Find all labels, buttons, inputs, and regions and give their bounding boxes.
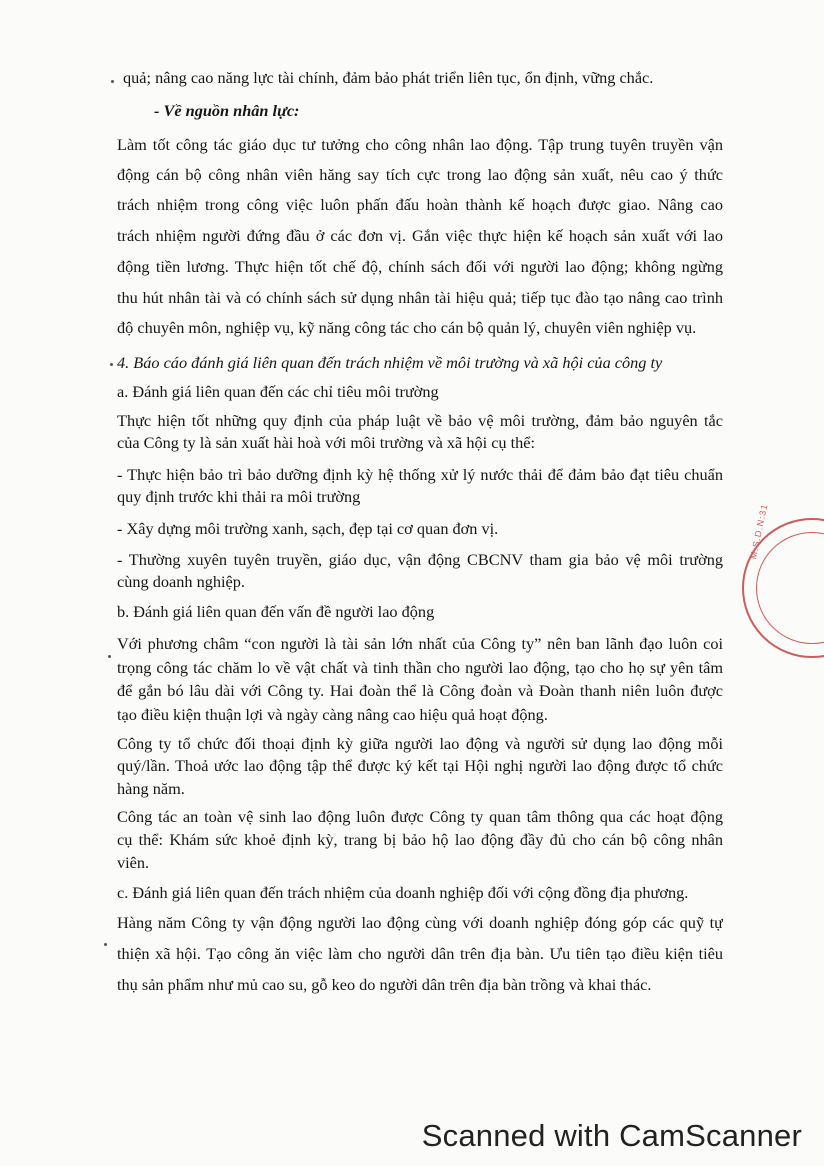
text-line: thu hút nhân tài và có chính sách sử dụng nhân tài hiệu quả; tiếp tục đào tạo nâng cao trình [117, 288, 723, 307]
text-line: động tiền lương. Thực hiện tốt chế độ, chính sách đối với người lao động; không ngừng [117, 257, 723, 276]
camscanner-watermark: Scanned with CamScanner [421, 1118, 802, 1153]
text-line: viên. [117, 853, 150, 872]
stamp-inner-ring [756, 532, 824, 644]
scan-speck [110, 363, 113, 366]
text-line: độ chuyên môn, nghiệp vụ, kỹ năng công tác cho cán bộ quản lý, chuyên viên nghiệp vụ. [117, 318, 697, 337]
text-line: của Công ty là sản xuất hài hoà với môi trường và xã hội cụ thể: [117, 433, 536, 452]
subsection-heading-c: c. Đánh giá liên quan đến trách nhiệm của doanh nghiệp đối với cộng đồng địa phương. [117, 883, 689, 902]
subsection-heading-b: b. Đánh giá liên quan đến vấn đề người lao động [117, 602, 435, 621]
scan-speck [108, 655, 111, 658]
text-line: để gắn bó lâu dài với Công ty. Hai đoàn thể là Công đoàn và Đoàn thanh niên luôn được [117, 681, 723, 700]
section-heading-human-resources: - Về nguồn nhân lực: [154, 101, 300, 120]
text-line: quả; nâng cao năng lực tài chính, đảm bảo phát triển liên tục, ổn định, vững chắc. [123, 68, 654, 87]
text-line: thiện xã hội. Tạo công ăn việc làm cho người dân trên địa bàn. Ưu tiên tạo điều kiện tiêu [117, 944, 723, 963]
company-seal-stamp [742, 502, 824, 658]
text-line: thụ sản phẩm như mủ cao su, gỗ keo do người dân trên địa bàn trồng và khai thác. [117, 975, 652, 994]
text-line: quy định trước khi thải ra môi trường [117, 487, 361, 506]
text-line: tạo điều kiện thuận lợi và ngày càng nâng cao hiệu quả hoạt động. [117, 705, 548, 724]
scan-speck [111, 80, 114, 83]
bullet-line: - Xây dựng môi trường xanh, sạch, đẹp tại cơ quan đơn vị. [117, 519, 499, 538]
text-line: hàng năm. [117, 779, 185, 798]
section-heading-4: 4. Báo cáo đánh giá liên quan đến trách nhiệm về môi trường và xã hội của công ty [117, 353, 663, 372]
bullet-line: - Thường xuyên tuyên truyền, giáo dục, vận động CBCNV tham gia bảo vệ môi trường [117, 550, 723, 569]
text-line: trách nhiệm người đứng đầu ở các đơn vị. Gắn việc thực hiện kế hoạch sản xuất với lao [117, 226, 723, 245]
text-line: Làm tốt công tác giáo dục tư tưởng cho công nhân lao động. Tập trung tuyên truyền vận [117, 135, 723, 154]
scan-speck [104, 943, 107, 946]
stamp-text: M.S.D.N:31 [748, 502, 770, 561]
text-line: Hàng năm Công ty vận động người lao động cùng với doanh nghiệp đóng góp các quỹ tự [117, 913, 723, 932]
subsection-heading-a: a. Đánh giá liên quan đến các chỉ tiêu môi trường [117, 382, 439, 401]
text-line: trách nhiệm trong công việc luôn phấn đấu hoàn thành kế hoạch được giao. Nâng cao [117, 195, 723, 214]
text-line: cụ thể: Khám sức khoẻ định kỳ, trang bị bảo hộ lao động đầy đủ cho cán bộ công nhân [117, 830, 723, 849]
text-line: động cán bộ công nhân viên hăng say tích cực trong lao động sản xuất, nêu cao ý thức [117, 165, 723, 184]
text-line: Thực hiện tốt những quy định của pháp luật về bảo vệ môi trường, đảm bảo nguyên tắc [117, 411, 723, 430]
bullet-line: - Thực hiện bảo trì bảo dưỡng định kỳ hệ thống xử lý nước thải để đảm bảo đạt tiêu chuẩn [117, 465, 723, 484]
text-line: cùng doanh nghiệp. [117, 572, 245, 591]
text-line: quý/lần. Thoả ước lao động tập thể được ký kết tại Hội nghị người lao động được tổ chức [117, 756, 723, 775]
text-line: trọng công tác chăm lo về vật chất và tinh thần cho người lao động, tạo cho họ sự yên tâm [117, 658, 723, 677]
text-line: Công tác an toàn vệ sinh lao động luôn được Công ty quan tâm thông qua các hoạt động [117, 807, 723, 826]
text-line: Công ty tổ chức đối thoại định kỳ giữa người lao động và người sử dụng lao động mỗi [117, 734, 723, 753]
text-line: Với phương châm “con người là tài sản lớn nhất của Công ty” nên ban lãnh đạo luôn coi [117, 634, 723, 653]
